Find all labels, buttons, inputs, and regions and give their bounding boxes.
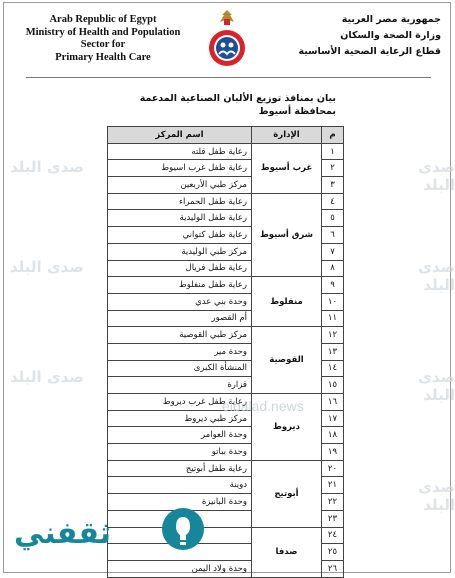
row-number: ٢٦	[322, 560, 344, 577]
center-name: رعاية طفل كتواني	[108, 227, 252, 244]
center-name: وحدة بني عدي	[108, 293, 252, 310]
watermark-text: صدى البلد	[10, 158, 84, 176]
row-number: ١٦	[322, 394, 344, 411]
row-number: ١٠	[322, 293, 344, 310]
row-number: ٢٠	[322, 460, 344, 477]
row-number: ٨	[322, 260, 344, 277]
center-name: وحدة بباتو	[108, 444, 252, 461]
header-arabic-line: قطاع الرعاية الصحية الأساسية	[298, 46, 441, 57]
center-name: رعاية طفل غرب ديروط	[108, 394, 252, 411]
center-name: دوينة	[108, 477, 252, 494]
eagle-emblem-icon	[220, 10, 234, 25]
table-row	[108, 277, 344, 294]
header-english-line: Arab Republic of Egypt	[49, 14, 157, 25]
center-name: رعاية طفل فريال	[108, 260, 252, 277]
center-name: وحدة مير	[108, 343, 252, 360]
center-name: رعاية طفل الحمراء	[108, 193, 252, 210]
row-number: ٢٥	[322, 544, 344, 561]
row-number: ١٢	[322, 327, 344, 344]
center-name: مركز طبي الوليدية	[108, 243, 252, 260]
column-header-center: اسم المركز	[108, 127, 252, 144]
center-name: مركز طبي القوصية	[108, 327, 252, 344]
center-name: وحدة البانيزة	[108, 494, 252, 511]
header-divider	[26, 77, 431, 78]
row-number: ٣	[322, 177, 344, 194]
center-name: مركز طبي الأربعين	[108, 177, 252, 194]
header-english-line: Sector for	[80, 39, 126, 50]
row-number: ١٤	[322, 360, 344, 377]
center-name: وحدة العوامر	[108, 427, 252, 444]
header-english	[18, 14, 188, 64]
row-number: ١٣	[322, 343, 344, 360]
header-english-line: Ministry of Health and Population	[25, 26, 181, 38]
watermark-text: صدى البلد	[418, 368, 455, 404]
center-name: مركز طبي ديروط	[108, 410, 252, 427]
watermark-text: صدى البلد	[418, 478, 455, 514]
row-number: ٧	[322, 243, 344, 260]
distribution-table	[107, 126, 344, 578]
column-header-admin: الإدارة	[252, 127, 322, 144]
center-name: رعاية طفل غرب اسيوط	[108, 160, 252, 177]
ministry-logo	[204, 6, 250, 70]
row-number: ٢	[322, 160, 344, 177]
table-row	[108, 327, 344, 344]
row-number: ١٥	[322, 377, 344, 394]
document-title: بيان بمنافذ توزيع الألبان الصناعية المدعمة بمحافظة أسيوط	[139, 93, 336, 117]
row-number: ٥	[322, 210, 344, 227]
center-name: رعاية طفل قلته	[108, 143, 252, 160]
table-row	[108, 143, 344, 160]
table-header-row	[108, 127, 344, 144]
row-number: ٢١	[322, 477, 344, 494]
table-body	[108, 143, 344, 577]
row-number: ٩	[322, 277, 344, 294]
row-number: ٦	[322, 227, 344, 244]
table-row	[108, 193, 344, 210]
row-number: ١٧	[322, 410, 344, 427]
row-number: ٢٢	[322, 494, 344, 511]
row-number: ٢٤	[322, 527, 344, 544]
header-arabic-line: وزارة الصحة والسكان	[340, 30, 441, 41]
administration-cell: القوصية	[252, 327, 322, 394]
center-name: رعاية طفل أبوتيج	[108, 460, 252, 477]
header-arabic-line: جمهورية مصر العربية	[341, 14, 441, 25]
row-number: ٢٣	[322, 510, 344, 527]
brand-watermark: ثقفني	[14, 516, 112, 551]
administration-cell: شرق أسيوط	[252, 193, 322, 276]
column-header-num: م	[322, 127, 344, 144]
center-name: وحدة ولاد اليمن	[108, 560, 252, 577]
table-row	[108, 527, 344, 544]
watermark-text: صدى البلد	[418, 258, 455, 294]
administration-cell: منفلوط	[252, 277, 322, 327]
center-name: رعاية طفل منفلوط	[108, 277, 252, 294]
center-name: أم القصور	[108, 310, 252, 327]
administration-cell: ديروط	[252, 394, 322, 461]
row-number: ١١	[322, 310, 344, 327]
row-number: ١	[322, 143, 344, 160]
row-number: ١٨	[322, 427, 344, 444]
center-name: رعاية طفل الوليدية	[108, 210, 252, 227]
watermark-text: صدى البلد	[418, 158, 455, 194]
administration-cell: غرب أسيوط	[252, 143, 322, 193]
header-arabic	[291, 12, 441, 60]
table-row	[108, 460, 344, 477]
administration-cell: صدفا	[252, 527, 322, 577]
header-english-line: Primary Health Care	[55, 51, 151, 63]
watermark-url: elbalad.news	[222, 398, 304, 414]
center-name: المنشأة الكبرى	[108, 360, 252, 377]
watermark-text: صدى البلد	[10, 258, 84, 276]
watermark-text: صدى البلد	[10, 368, 84, 386]
row-number: ٤	[322, 193, 344, 210]
center-name: قزارة	[108, 377, 252, 394]
lightbulb-icon	[160, 505, 206, 563]
row-number: ١٩	[322, 444, 344, 461]
administration-cell: أبوتيج	[252, 460, 322, 527]
